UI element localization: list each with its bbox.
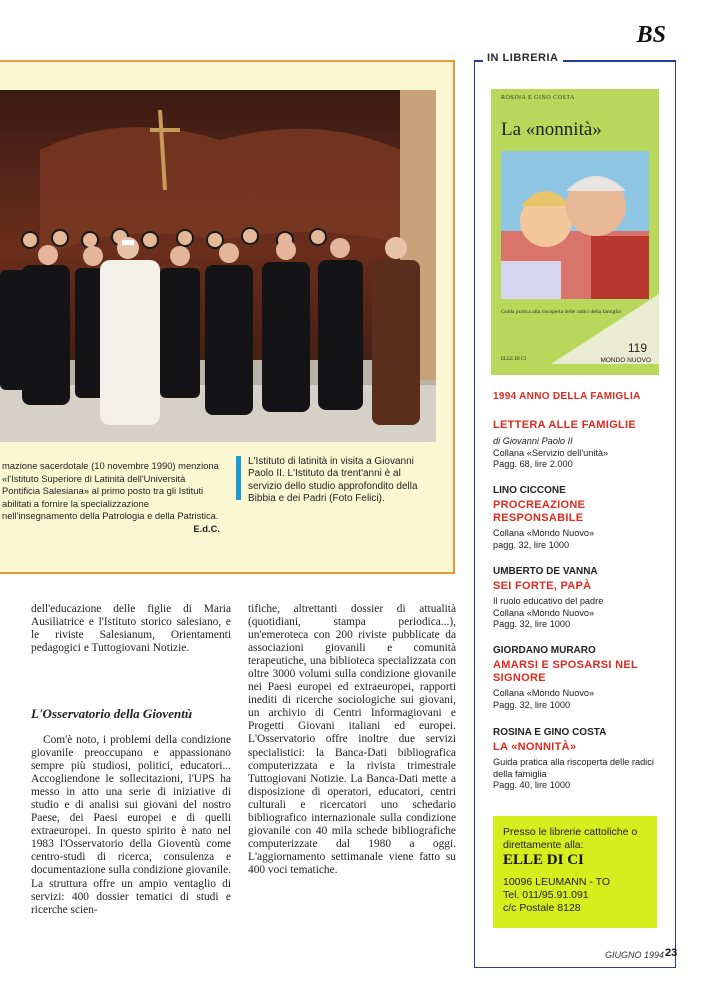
order-postal: c/c Postale 8128 (503, 902, 581, 914)
caption-signature: E.d.C. (193, 522, 220, 534)
magazine-logo: BS (636, 22, 666, 48)
book-detail: Pagg. 32, lire 1000 (493, 619, 571, 630)
book-author: UMBERTO DE VANNA (493, 566, 598, 577)
book-detail: pagg. 32, lire 1000 (493, 539, 570, 550)
book-title: PROCREAZIONE RESPONSABILE (493, 499, 586, 524)
article-column-1-bottom: Com'è noto, i problemi della condizione giovanile preoccupano e appassionano sempre più studiosi, politici, educatori... Accogliendone le sollecitazioni, l'UPS ha messo in atto una serie di iniziative di studio e di analisi sui giovani del nostro Paese, dei Paesi europei e di quelli extraeuropei. In questo spirito è nato nel 1983 l'Osservatorio della Gioventù come centro-studi di ricerca, consulenza e documentazione sulla condizione giovanile. La struttura offre un ampio ventaglio di servizi: 400 dossier tematici di studi e ricerche scien- (31, 734, 231, 916)
article-column-1-top: dell'educazione delle figlie di Maria Ausiliatrice e l'Istituto storico salesiano, e le riviste Salesianum, Orientamenti pedagogici e Tuttogiovani Notizie. (31, 603, 231, 655)
year-heading: 1994 ANNO DELLA FAMIGLIA (493, 391, 641, 402)
order-phone: Tel. 011/95.91.091 (503, 889, 589, 901)
order-info-box (493, 816, 657, 928)
sidebar-label: IN LIBRERIA (483, 52, 563, 64)
book-cover (491, 89, 659, 375)
cover-series: MONDO NUOVO (600, 357, 651, 364)
book-title: AMARSI E SPOSARSI NEL SIGNORE (493, 659, 638, 684)
book-entry-3 (493, 566, 665, 631)
footer-issue: GIUGNO 1994 (605, 950, 665, 960)
book-detail: di Giovanni Paolo II (493, 436, 573, 446)
book-detail: Pagg. 68, lire 2.000 (493, 459, 573, 470)
book-entry-5 (493, 727, 665, 792)
cover-publisher: ELLE DI CI (501, 357, 526, 362)
cover-photo (501, 151, 649, 299)
book-detail: Pagg. 40, lire 1000 (493, 780, 571, 791)
caption-right: L'Istituto di latinità in visita a Giovanni Paolo II. L'Istituto da trent'anni è al servizio dello studio approfondito della Bibbia e dei Padri (Foto Felici). (248, 456, 418, 505)
cover-authors: ROSINA E GINO COSTA (501, 95, 575, 101)
page-number: 23 (665, 947, 678, 959)
order-intro: Presso le librerie cattoliche o direttamente alla: (503, 826, 638, 851)
sidebar-year-heading (493, 390, 665, 403)
section-heading: L'Osservatorio della Gioventù (31, 706, 193, 721)
order-contacts (503, 876, 610, 915)
book-detail: Collana «Servizio dell'unità» (493, 447, 609, 458)
caption-left (2, 460, 220, 536)
caption-left-text: mazione sacerdotale (10 novembre 1990) menziona «l'Istituto Superiore di Latinità dell'Università Pontificia Salesiana» al primo posto tra gli Istituti abilitati a fornire la specializzazione nell'insegnamento della Patrologia e della Patristica. (2, 460, 219, 522)
book-detail: Collana «Mondo Nuovo» (493, 528, 595, 538)
book-title: LETTERA ALLE FAMIGLIE (493, 419, 636, 431)
article-column-2: tifiche, altrettanti dossier di attualità (quotidiani, stampa periodica...), un'emeroteca con 200 riviste pubblicate da associazioni giovanili e comunità terapeutiche, una biblioteca specializzata con oltre 3000 volumi sulla condizione giovanile nei Paesi europei ed extraeuropei, rapporti inediti di ricerche sociologiche sui giovani, un archivio di Centri Informagiovani e Progetti Giovani italiani ed europei. L'Osservatorio offre inoltre due servizi specialistici: la Banca-Dati bibliografica computerizzata e la rivista trimestrale Tuttogiovani Notizie. La Banca-Dati mette a disposizione di operatori, educatori, centri culturali e ricercatori uno schedario bibliografico internazionale sulla condizione giovanile con 40 mila schede bibliografiche computerizzate dal 1980 a oggi. L'aggiornamento settimanale viene fatto su 400 voci tematiche. (248, 603, 456, 876)
book-author: GIORDANO MURARO (493, 645, 596, 656)
book-detail: Pagg. 32, lire 1000 (493, 699, 571, 710)
book-detail: Collana «Mondo Nuovo» (493, 688, 595, 698)
book-title: SEI FORTE, PAPÀ (493, 580, 592, 592)
book-entry-2 (493, 485, 665, 551)
book-entry-1 (493, 419, 665, 471)
group-photo (0, 90, 436, 442)
photo-panel (0, 60, 455, 574)
order-publisher: ELLE DI CI (503, 852, 584, 868)
book-detail: Collana «Mondo Nuovo» (493, 607, 595, 618)
cover-title: La «nonnità» (501, 119, 602, 140)
cover-subtitle: Guida pratica alla riscoperta delle radici della famiglia (501, 309, 621, 315)
book-author: LINO CICCONE (493, 485, 566, 496)
order-address: 10096 LEUMANN - TO (503, 876, 610, 888)
cover-number: 119 (627, 341, 647, 355)
book-author: ROSINA E GINO COSTA (493, 727, 607, 738)
book-detail: Il ruolo educativo del padre (493, 596, 604, 606)
book-title: LA «NONNITÀ» (493, 741, 577, 753)
book-entry-4 (493, 645, 665, 711)
book-detail: Guida pratica alla riscoperta delle radici della famiglia (493, 757, 654, 779)
caption-accent-bar (236, 456, 241, 500)
